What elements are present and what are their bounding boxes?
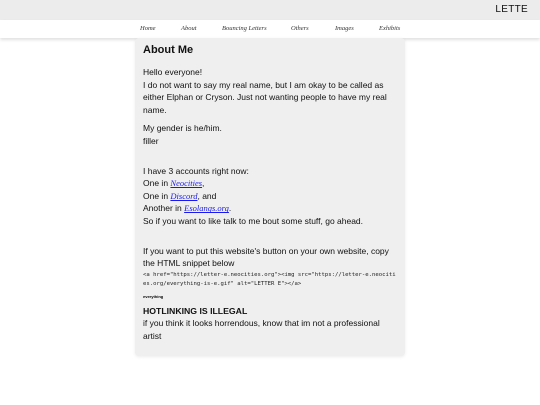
page-title: About Me [143, 44, 194, 56]
account-suffix: , [202, 178, 205, 189]
filler-text: filler [143, 135, 159, 146]
hotlink-text: if you think it looks horrendous, know that im not a professional artist [143, 318, 380, 341]
account-neocities [143, 177, 397, 190]
nav-exhibits[interactable]: Exhibits [379, 25, 401, 32]
esolangs-link[interactable]: Esolangs.org [184, 203, 229, 214]
nav-home[interactable]: Home [140, 25, 156, 32]
neocities-link[interactable]: Neocities [170, 178, 203, 189]
nav-bouncing-letters[interactable]: Bouncing Letters [222, 25, 267, 32]
html-snippet[interactable]: <a href="https://letter-e.neocities.org"><img src="https://letter-e.neocities.org/everything-is-e.gif" alt="LETTER E"></a> [143, 271, 396, 287]
account-discord [143, 190, 397, 203]
button-intro: If you want to put this website's button on your own website, copy the HTML snippet below [143, 245, 389, 269]
intro-greeting: Hello everyone! [143, 67, 203, 77]
talk-text: So if you want to like talk to me bout some stuff, go ahead. [143, 215, 364, 226]
account-prefix: One in [143, 190, 171, 201]
hotlink-title: HOTLINKING IS ILLEGAL [143, 306, 248, 317]
account-prefix: Another in [143, 203, 185, 214]
nav-images[interactable]: Images [335, 25, 354, 32]
about-card [135, 38, 405, 356]
account-esolangs [143, 202, 397, 215]
site-title: LETTE [495, 4, 528, 15]
account-prefix: One in [143, 178, 171, 189]
intro-name: I do not want to say my real name, but I am okay to be called as either Elphan or Cryson. Just not wanting people to have my real name. [143, 79, 387, 115]
site-button-image: everything [143, 293, 164, 299]
top-bar [0, 0, 540, 20]
navbar [0, 20, 540, 38]
nav-others[interactable]: Others [291, 25, 309, 32]
discord-link[interactable]: Discord [170, 190, 198, 201]
account-suffix: , and [197, 190, 217, 201]
accounts-intro: I have 3 accounts right now: [143, 165, 249, 176]
gender-text: My gender is he/him. [143, 123, 222, 134]
nav-about[interactable]: About [181, 25, 197, 32]
account-suffix: . [228, 203, 232, 214]
